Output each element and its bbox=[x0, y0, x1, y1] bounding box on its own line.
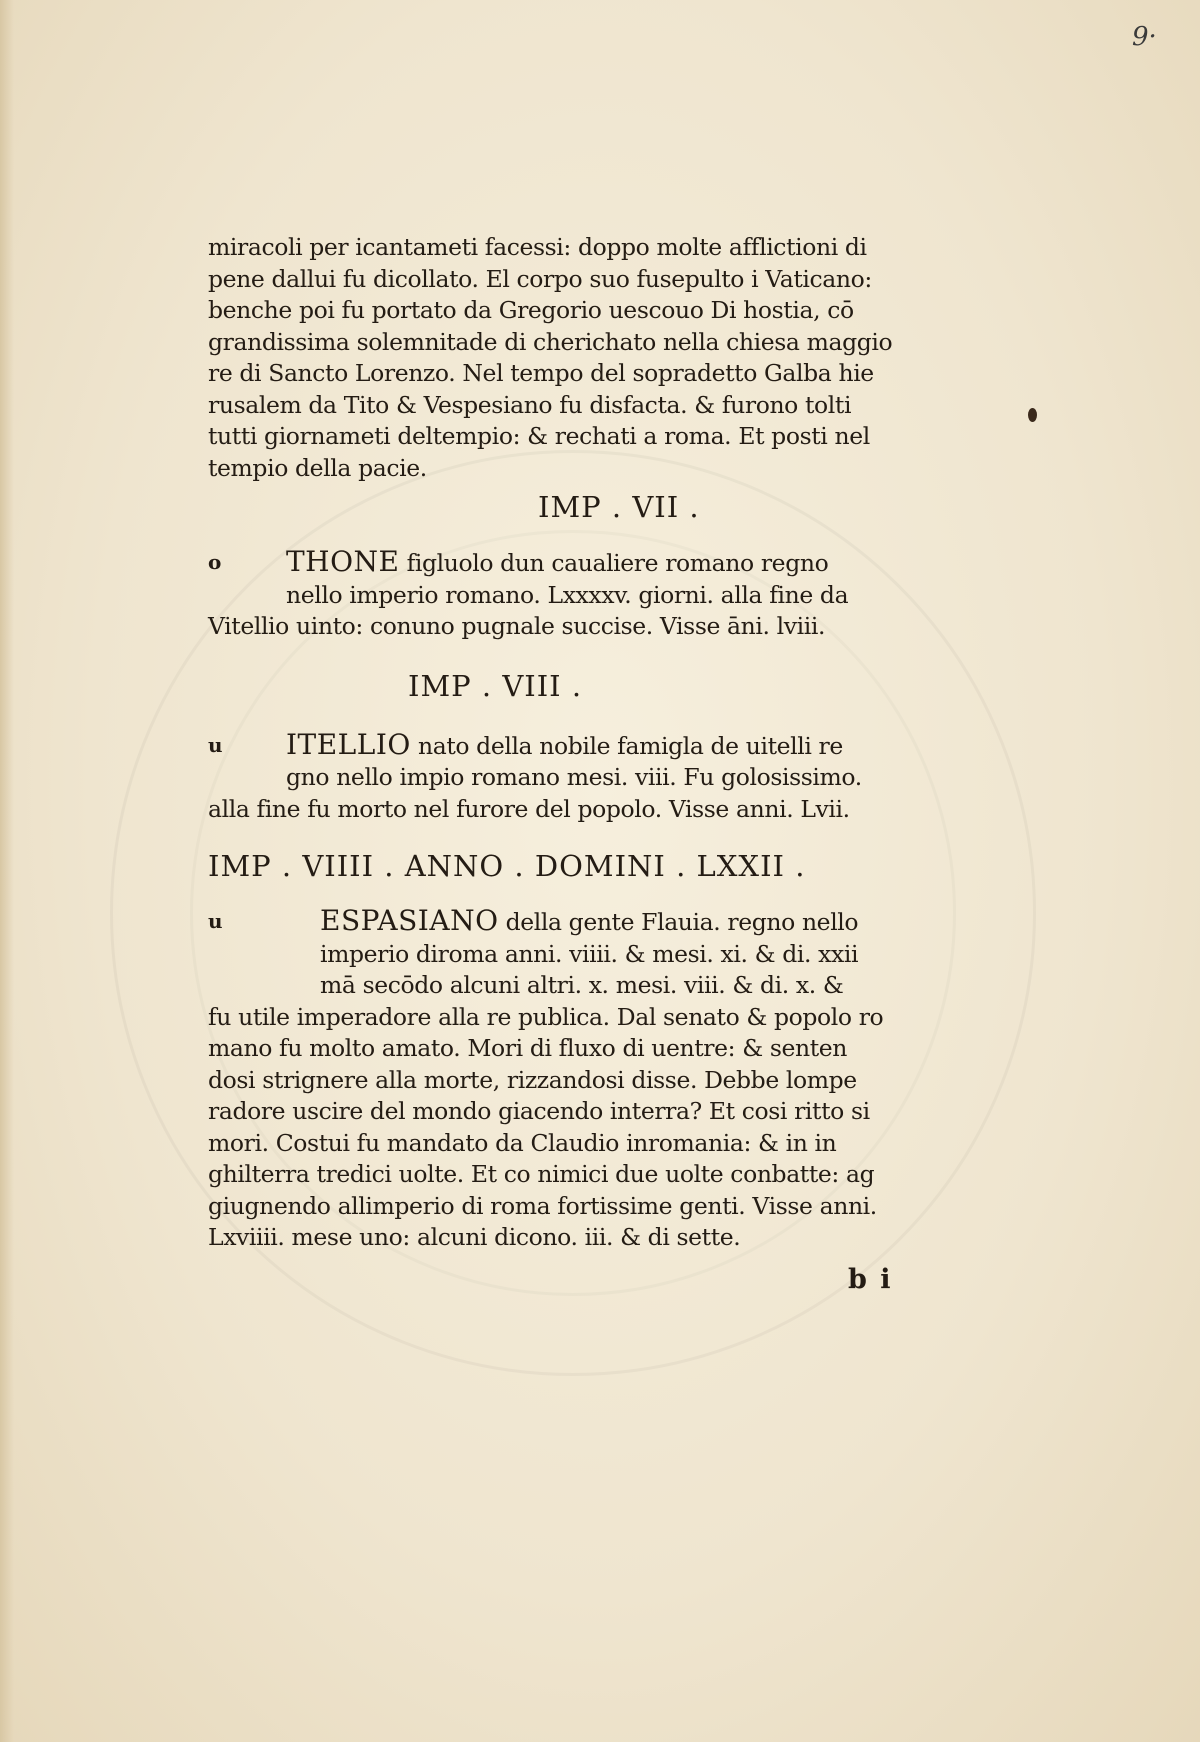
text-line: giugnendo allimperio di roma fortissime genti. Visse anni. bbox=[208, 1191, 877, 1220]
text-line: ghilterra tredici uolte. Et co nimici due uolte conbatte: ag bbox=[208, 1160, 875, 1188]
entry-otho bbox=[208, 546, 896, 643]
text-line: rusalem da Tito & Vespesiano fu disfacta. & furono tolti bbox=[208, 390, 852, 419]
heading-imp-viiii: IMP . VIIII . ANNO . DOMINI . LXXII . bbox=[208, 849, 806, 883]
text-line: dosi strignere alla morte, rizzandosi disse. Debbe lompe bbox=[208, 1065, 857, 1094]
text-line bbox=[208, 729, 896, 763]
text-line bbox=[208, 546, 896, 580]
folio-number: 9· bbox=[1132, 22, 1157, 52]
guide-letter: u bbox=[208, 732, 223, 757]
text-block bbox=[208, 232, 896, 1295]
entry-lead-word: ESPASIANO bbox=[320, 904, 499, 937]
text-line: re di Sancto Lorenzo. Nel tempo del sopradetto Galba hie bbox=[208, 359, 874, 387]
text-line: tempio della pacie. bbox=[208, 453, 427, 482]
text-line-rest: nato della nobile famigla de uitelli re bbox=[417, 731, 843, 760]
text-line: mā secōdo alcuni altri. x. mesi. viii. & di. x. & bbox=[320, 971, 844, 999]
text-line-rest: figluolo dun caualiere romano regno bbox=[406, 549, 829, 577]
entry-vitellio bbox=[208, 729, 896, 826]
guide-letter: u bbox=[208, 909, 223, 933]
text-line: alla fine fu morto nel furore del popolo. Visse anni. Lvii. bbox=[208, 794, 850, 823]
text-line: tutti giornameti deltempio: & rechati a roma. Et posti nel bbox=[208, 422, 870, 450]
signature-mark: b i bbox=[848, 1263, 893, 1295]
text-line: miracoli per icantameti facessi: doppo molte afflictioni di bbox=[208, 233, 867, 261]
text-line-rest: della gente Flauia. regno nello bbox=[505, 908, 859, 936]
text-line: radore uscire del mondo giacendo interra? Et cosi ritto si bbox=[208, 1097, 870, 1125]
text-line: benche poi fu portato da Gregorio uescouo Di hostia, cō bbox=[208, 296, 854, 324]
entry-vespasiano bbox=[208, 905, 896, 1254]
text-line: grandissima solemnitade di cherichato nella chiesa maggio bbox=[208, 327, 893, 356]
text-line: mano fu molto amato. Mori di fluxo di uentre: & senten bbox=[208, 1034, 848, 1062]
entry-lead-word: THONE bbox=[286, 545, 400, 578]
text-line bbox=[208, 905, 896, 939]
ink-blot bbox=[1028, 408, 1037, 422]
page-edge bbox=[0, 0, 14, 1742]
text-line: pene dallui fu dicollato. El corpo suo fusepulto i Vaticano: bbox=[208, 264, 872, 293]
text-line: mori. Costui fu mandato da Claudio inromania: & in in bbox=[208, 1128, 837, 1157]
entry-lead-word: ITELLIO bbox=[286, 727, 411, 761]
text-line: nello imperio romano. Lxxxxv. giorni. alla fine da bbox=[286, 580, 849, 609]
text-line: fu utile imperadore alla re publica. Dal senato & popolo ro bbox=[208, 1002, 884, 1031]
guide-letter: o bbox=[208, 550, 222, 574]
text-line: imperio diroma anni. viiii. & mesi. xi. & di. xxii bbox=[320, 939, 859, 968]
text-line: Lxviiii. mese uno: alcuni dicono. iii. & di sette. bbox=[208, 1223, 741, 1251]
text-line: Vitellio uinto: conuno pugnale succise. Visse āni. lviii. bbox=[208, 612, 826, 640]
text-line: gno nello impio romano mesi. viii. Fu golosissimo. bbox=[286, 763, 862, 791]
heading-imp-vii: IMP . VII . bbox=[538, 490, 700, 524]
paragraph-galba bbox=[208, 232, 896, 484]
heading-imp-viii: IMP . VIII . bbox=[408, 668, 583, 703]
